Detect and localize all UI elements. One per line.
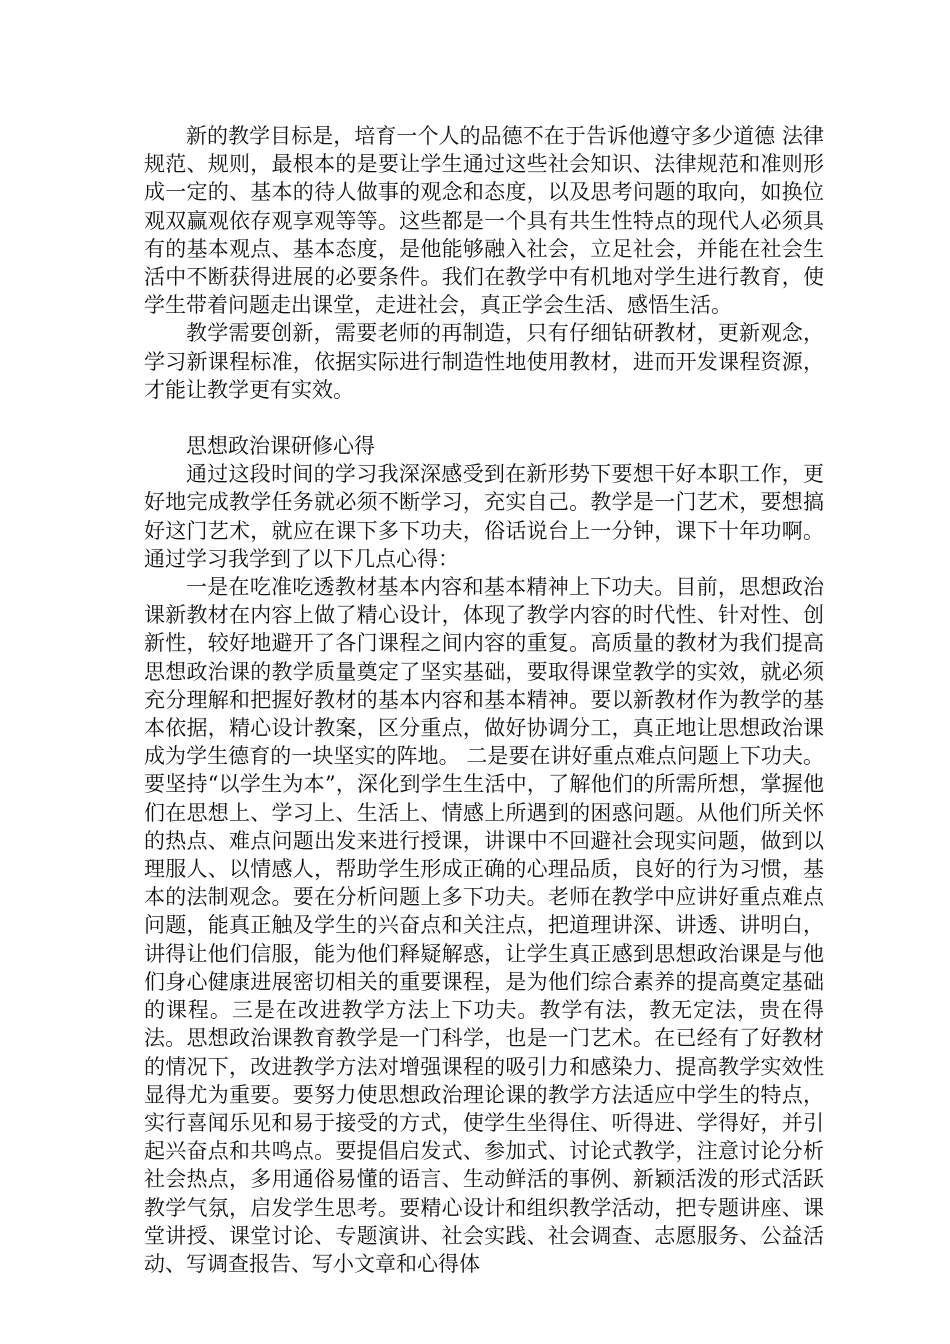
document-page: [144, 122, 824, 1278]
section-heading: 思想政治课研修心得: [186, 434, 375, 459]
paragraph-study-intro: 通过这段时间的学习我深深感受到在新形势下要想干好本职工作，更好地完成教学任务就必须不断学习，充实自己。教学是一门艺术，要想搞好这门艺术，就应在课下多下功夫，俗话说台上一分钟，课下十年功啊。通过学习我学到了以下几点心得：: [144, 462, 824, 571]
paragraph-spacer: [144, 404, 824, 432]
paragraph-teaching-goal: 新的教学目标是，培育一个人的品德不在于告诉他遵守多少道德 法律规范、规则，最根本的是要让学生通过这些社会知识、法律规范和准则形成一定的、基本的待人做事的观念和态度，以及思考问题的取向，如换位观双赢观依存观享观等等。这些都是一个具有共生性特点的现代人必须具有的基本观点、基本态度，是他能够融入社会，立足社会，并能在社会生活中不断获得进展的必要条件。我们在教学中有机地对学生进行教育，使学生带着问题走出课堂，走进社会，真正学会生活、感悟生活。: [144, 124, 824, 318]
paragraph-study-points: 一是在吃准吃透教材基本内容和基本精神上下功夫。目前，思想政治课新教材在内容上做了精心设计，体现了教学内容的时代性、针对性、创新性，较好地避开了各门课程之间内容的重复。高质量的教材为我们提高思想政治课的教学质量奠定了坚实基础，要取得课堂教学的实效，就必须充分理解和把握好教材的基本内容和基本精神。要以新教材作为教学的基本依据，精心设计教案，区分重点，做好协调分工，真正地让思想政治课成为学生德育的一块坚实的阵地。 二是要在讲好重点难点问题上下功夫。要坚持“以学生为本”，深化到学生生活中，了解他们的所需所想，掌握他们在思想上、学习上、生活上、情感上所遇到的困惑问题。从他们所关怀的热点、难点问题出发来进行授课，讲课中不回避社会现实问题，做到以理服人、以情感人，帮助学生形成正确的心理品质，良好的行为习惯，基本的法制观念。要在分析问题上多下功夫。老师在教学中应讲好重点难点问题，能真正触及学生的兴奋点和关注点，把道理讲深、讲透、讲明白，讲得让他们信服，能为他们释疑解惑，让学生真正感到思想政治课是与他们身心健康进展密切相关的重要课程，是为他们综合素养的提高奠定基础的课程。三是在改进教学方法上下功夫。教学有法，教无定法，贵在得法。思想政治课教育教学是一门科学，也是一门艺术。在已经有了好教材的情况下，改进教学方法对增强课程的吸引力和感染力、提高教学实效性显得尤为重要。要努力使思想政治理论课的教学方法适应中学生的特点，实行喜闻乐见和易于接受的方式，使学生坐得住、听得进、学得好，并引起兴奋点和共鸣点。要提倡启发式、参加式、讨论式教学，注意讨论分析社会热点，多用通俗易懂的语言、生动鲜活的事例、新颖活泼的形式活跃教学气氛，启发学生思考。要精心设计和组织教学活动，把专题讲座、课堂讲授、课堂讨论、专题演讲、社会实践、社会调查、志愿服务、公益活动、写调查报告、写小文章和心得体: [144, 575, 824, 1276]
paragraph-innovation: 教学需要创新，需要老师的再制造，只有仔细钻研教材，更新观念，学习新课程标准，依据实际进行制造性地使用教材，进而开发课程资源，才能让教学更有实效。: [144, 321, 824, 402]
